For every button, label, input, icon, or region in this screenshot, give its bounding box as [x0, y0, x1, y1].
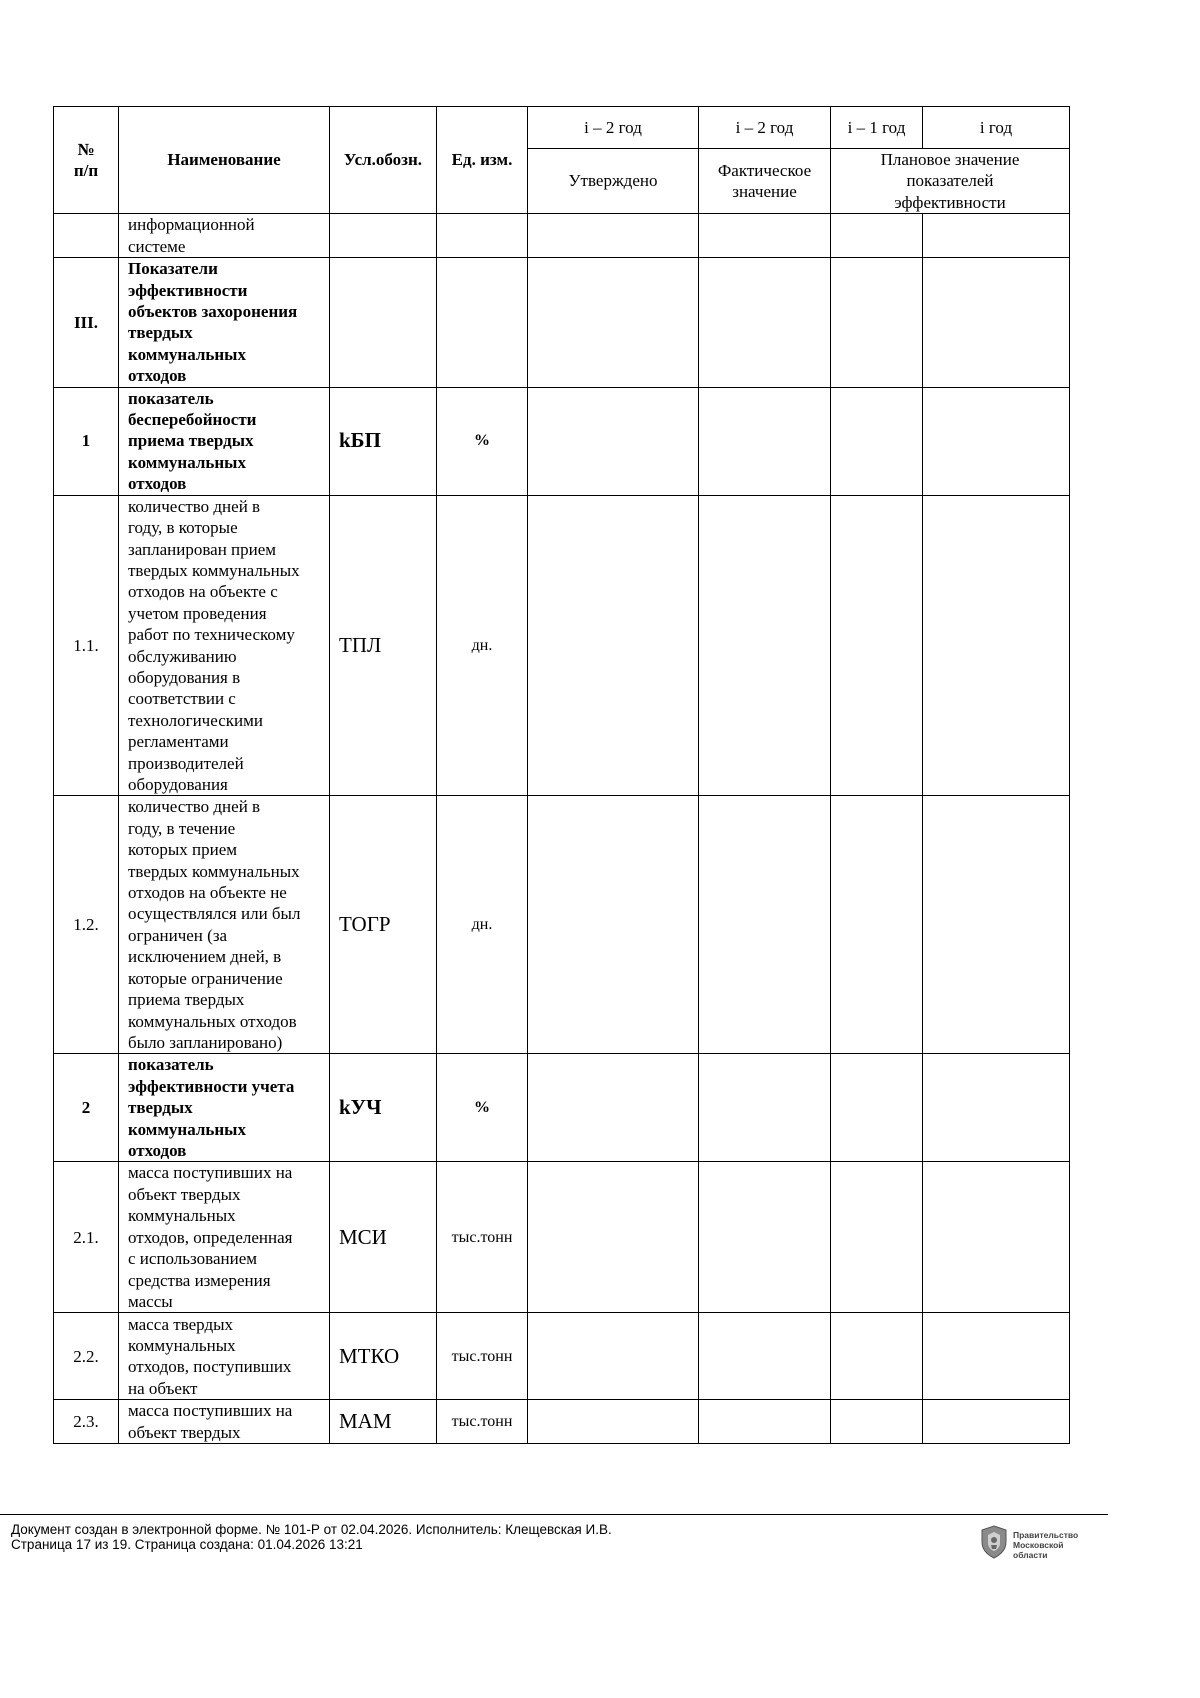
row-cell-empty [923, 258, 1070, 387]
row-unit: % [437, 1054, 528, 1162]
document-footer [0, 1514, 1108, 1569]
row-unit: тыс.тонн [437, 1400, 528, 1444]
row-cell-empty [699, 1162, 831, 1313]
row-name: количество дней в году, в которые запланирован прием твердых коммунальных отходов на объекте с учетом проведения работ по техническому обслуживанию оборудования в соответствии с технологическими регламентами производителей оборудования [119, 495, 330, 796]
row-cell-empty [528, 796, 699, 1054]
row-cell-empty [528, 1313, 699, 1400]
row-symbol: kУЧ [330, 1054, 437, 1162]
row-name: информационной системе [119, 214, 330, 258]
row-cell-empty [699, 258, 831, 387]
row-num: 1.1. [54, 495, 119, 796]
row-name: масса твердых коммунальных отходов, поступивших на объект [119, 1313, 330, 1400]
row-cell-empty [699, 1400, 831, 1444]
row-symbol: МАМ [330, 1400, 437, 1444]
header-planned: Плановое значение показателей эффективности [831, 149, 1070, 214]
header-year-2: i – 2 год [699, 107, 831, 149]
header-approved: Утверждено [528, 149, 699, 214]
row-num: III. [54, 258, 119, 387]
row-cell-empty [923, 1400, 1070, 1444]
row-cell-empty [528, 258, 699, 387]
table-row [54, 796, 1070, 1054]
row-name: масса поступивших на объект твердых коммунальных отходов, определенная с использованием средства измерения массы [119, 1162, 330, 1313]
header-symbol: Усл.обозн. [330, 107, 437, 214]
row-cell-empty [831, 1054, 923, 1162]
row-unit [437, 258, 528, 387]
row-cell-empty [831, 214, 923, 258]
row-cell-empty [831, 258, 923, 387]
row-num [54, 214, 119, 258]
row-cell-empty [831, 1313, 923, 1400]
row-cell-empty [699, 495, 831, 796]
header-unit: Ед. изм. [437, 107, 528, 214]
table-row [54, 214, 1070, 258]
row-cell-empty [923, 1313, 1070, 1400]
table-row [54, 495, 1070, 796]
footer-logo [980, 1525, 1100, 1561]
row-num: 1.2. [54, 796, 119, 1054]
row-cell-empty [699, 214, 831, 258]
row-cell-empty [831, 1400, 923, 1444]
header-num: № п/п [54, 107, 119, 214]
row-symbol: МСИ [330, 1162, 437, 1313]
indicators-table [53, 106, 1070, 1444]
row-cell-empty [528, 495, 699, 796]
row-name: Показатели эффективности объектов захоронения твердых коммунальных отходов [119, 258, 330, 387]
row-cell-empty [923, 796, 1070, 1054]
table-header-row-1 [54, 107, 1070, 149]
footer-org-name: Правительство Московской области [1013, 1530, 1079, 1560]
row-cell-empty [831, 1162, 923, 1313]
row-cell-empty [923, 1054, 1070, 1162]
row-symbol: kБП [330, 387, 437, 495]
row-unit: тыс.тонн [437, 1162, 528, 1313]
header-year-3: i – 1 год [831, 107, 923, 149]
footer-line-page: Страница 17 из 19. Страница создана: 01.04.2026 13:21 [11, 1537, 363, 1552]
row-symbol [330, 214, 437, 258]
table-row [54, 387, 1070, 495]
table-row [54, 1054, 1070, 1162]
row-name: показатель эффективности учета твердых коммунальных отходов [119, 1054, 330, 1162]
row-unit: тыс.тонн [437, 1313, 528, 1400]
row-cell-empty [831, 796, 923, 1054]
row-cell-empty [528, 387, 699, 495]
row-cell-empty [699, 1054, 831, 1162]
table-row [54, 1313, 1070, 1400]
moscow-region-emblem-icon [980, 1525, 1008, 1559]
header-actual: Фактическое значение [699, 149, 831, 214]
row-num: 2.1. [54, 1162, 119, 1313]
header-year-1: i – 2 год [528, 107, 699, 149]
row-cell-empty [831, 495, 923, 796]
row-name: показатель бесперебойности приема твердых коммунальных отходов [119, 387, 330, 495]
row-cell-empty [528, 1400, 699, 1444]
row-cell-empty [699, 796, 831, 1054]
row-num: 2.3. [54, 1400, 119, 1444]
row-cell-empty [528, 1054, 699, 1162]
row-num: 2.2. [54, 1313, 119, 1400]
row-cell-empty [923, 214, 1070, 258]
row-symbol: ТПЛ [330, 495, 437, 796]
row-cell-empty [831, 387, 923, 495]
row-cell-empty [699, 387, 831, 495]
row-cell-empty [923, 495, 1070, 796]
row-unit: % [437, 387, 528, 495]
row-cell-empty [923, 387, 1070, 495]
row-symbol: МТКО [330, 1313, 437, 1400]
row-symbol [330, 258, 437, 387]
header-year-4: i год [923, 107, 1070, 149]
row-cell-empty [923, 1162, 1070, 1313]
row-cell-empty [528, 1162, 699, 1313]
row-num: 2 [54, 1054, 119, 1162]
footer-line-document: Документ создан в электронной форме. № 101-Р от 02.04.2026. Исполнитель: Клещевская И.В. [11, 1522, 612, 1537]
footer-text [11, 1522, 612, 1552]
row-symbol: ТОГР [330, 796, 437, 1054]
row-num: 1 [54, 387, 119, 495]
row-cell-empty [528, 214, 699, 258]
header-name: Наименование [119, 107, 330, 214]
table-row [54, 258, 1070, 387]
table-row [54, 1400, 1070, 1444]
row-unit: дн. [437, 495, 528, 796]
row-cell-empty [699, 1313, 831, 1400]
table-row [54, 1162, 1070, 1313]
row-unit [437, 214, 528, 258]
row-unit: дн. [437, 796, 528, 1054]
row-name: количество дней в году, в течение которых прием твердых коммунальных отходов на объекте не осуществлялся или был ограничен (за исключением дней, в которые ограничение приема твердых коммунальных отходов было запланировано) [119, 796, 330, 1054]
row-name: масса поступивших на объект твердых [119, 1400, 330, 1444]
